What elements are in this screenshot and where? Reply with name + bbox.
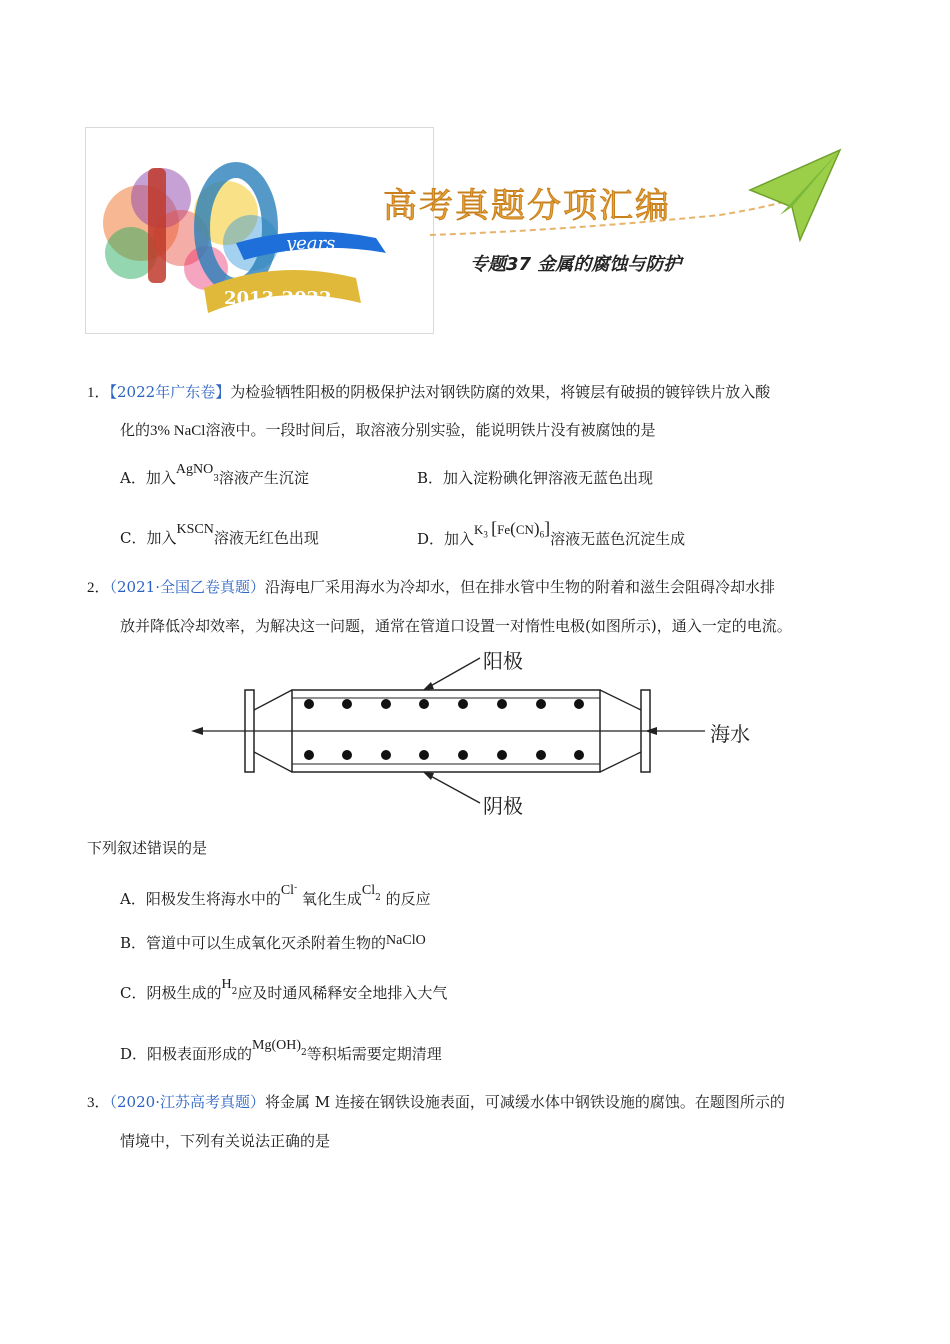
q2-option-c: C．阴极生成的$H_2$应及时通风稀释安全地排入大气	[120, 977, 448, 1002]
question-1-line1: 1．【2022年广东卷】为检验牺牲阳极的阴极保护法对钢铁防腐的效果，将镀层有破损的镀锌铁片放入酸	[87, 383, 771, 401]
question-source: （2021·全国乙卷真题）	[109, 578, 265, 596]
seawater-label: 海水	[710, 722, 750, 746]
question-2-line1: 2．（2021·全国乙卷真题）沿海电厂采用海水为冷却水，但在排水管中生物的附着和滋生会阻碍冷却水排	[87, 578, 775, 596]
q1-option-c: C．加入KSCN溶液无红色出现	[120, 522, 319, 547]
question-3-line1: 3．（2020·江苏高考真题）将金属 M 连接在钢铁设施表面，可减缓水体中钢铁设施的腐蚀。在题图所示的	[87, 1093, 785, 1111]
svg-text:2013-2022: 2013-2022	[224, 288, 332, 309]
question-number: 1．	[87, 385, 110, 401]
cathode-label: 阴极	[483, 794, 523, 818]
q2-option-b: B．管道中可以生成氧化灭杀附着生物的NaClO	[120, 933, 426, 952]
question-1-line2: 化的3% NaCl溶液中。一段时间后，取溶液分别实验，能说明铁片没有被腐蚀的是	[120, 421, 656, 439]
banner-logo	[85, 127, 434, 334]
question-number: 3．	[87, 1095, 110, 1111]
page-title: 高考真题分项汇编	[383, 186, 671, 226]
paper-plane-icon	[750, 150, 840, 240]
question-source: （2020·江苏高考真题）	[109, 1093, 265, 1111]
electrode-pipe-diagram	[185, 640, 785, 820]
question-3-line2: 情境中，下列有关说法正确的是	[120, 1132, 331, 1150]
anode-label: 阳极	[483, 649, 523, 673]
question-source: 【2022年广东卷】	[109, 383, 231, 401]
page-subtitle: 专题37 金属的腐蚀与防护	[470, 254, 682, 275]
question-2-stem: 下列叙述错误的是	[87, 839, 208, 857]
svg-text:years: years	[286, 233, 336, 254]
q2-option-d: D．阳极表面形成的$Mg(OH)_2$等积垢需要定期清理	[120, 1038, 442, 1063]
q1-option-d: D．加入$K_3$ $[Fe(CN)_6]$溶液无蓝色沉淀生成	[417, 518, 686, 548]
question-number: 2．	[87, 580, 110, 596]
question-2-line2: 放并降低冷却效率，为解决这一问题，通常在管道口设置一对惰性电极(如图所示)，通入一定的电流。	[120, 617, 792, 635]
ten-years-logo	[86, 128, 433, 333]
q2-option-a: A．阳极发生将海水中的Cl- 氧化生成$Cl_2$ 的反应	[120, 883, 431, 908]
q1-option-a: A．加入AgNO$_3$溶液产生沉淀	[120, 462, 309, 487]
q1-option-b: B．加入淀粉碘化钾溶液无蓝色出现	[417, 469, 654, 487]
